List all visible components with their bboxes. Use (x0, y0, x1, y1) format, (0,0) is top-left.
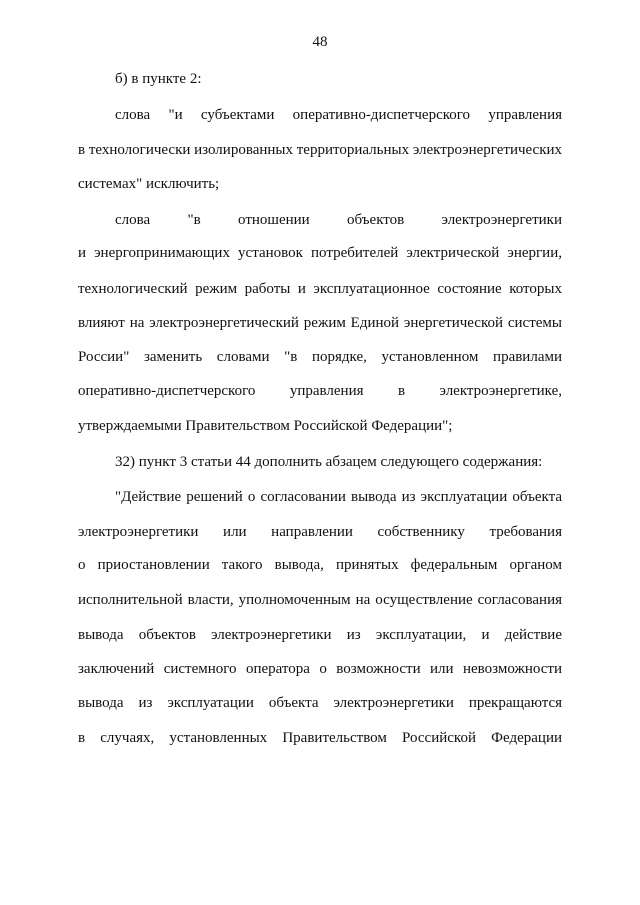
page-number: 48 (312, 34, 328, 50)
paragraph-line: слова "в отношении объектов электроэнергетики (115, 212, 562, 228)
paragraph-line: б) в пункте 2: (115, 71, 202, 87)
paragraph-line: заключений системного оператора о возможности или невозможности (78, 661, 562, 677)
paragraph-line: исполнительной власти, уполномоченным на осуществление согласования (78, 592, 562, 608)
paragraph-line: в технологически изолированных территориальных электроэнергетических (78, 142, 563, 158)
paragraph-line: утверждаемыми Правительством Российской Федерации"; (78, 418, 453, 434)
paragraph-line: вывода из эксплуатации объекта электроэнергетики прекращаются (78, 695, 562, 711)
paragraph-line: влияют на электроэнергетический режим Единой энергетической системы (78, 315, 562, 331)
paragraph-line: России" заменить словами "в порядке, установленном правилами (78, 349, 562, 365)
paragraph-line: в случаях, установленных Правительством Российской Федерации (78, 730, 562, 746)
paragraph-line: 32) пункт 3 статьи 44 дополнить абзацем следующего содержания: (115, 454, 543, 470)
paragraph-line: электроэнергетики или направлении собственнику требования (78, 524, 562, 540)
paragraph-line: технологический режим работы и эксплуатационное состояние которых (78, 281, 562, 297)
paragraph-line: оперативно-диспетчерского управления в электроэнергетике, (78, 383, 562, 399)
paragraph-line: о приостановлении такого вывода, принятых федеральным органом (78, 557, 562, 573)
paragraph-line: вывода объектов электроэнергетики из эксплуатации, и действие (78, 627, 562, 643)
paragraph-line: и энергопринимающих установок потребителей электрической энергии, (78, 245, 562, 261)
paragraph-line: слова "и субъектами оперативно-диспетчерского управления (115, 107, 562, 123)
paragraph-line: "Действие решений о согласовании вывода из эксплуатации объекта (115, 489, 562, 505)
paragraph-line: системах" исключить; (78, 176, 220, 192)
